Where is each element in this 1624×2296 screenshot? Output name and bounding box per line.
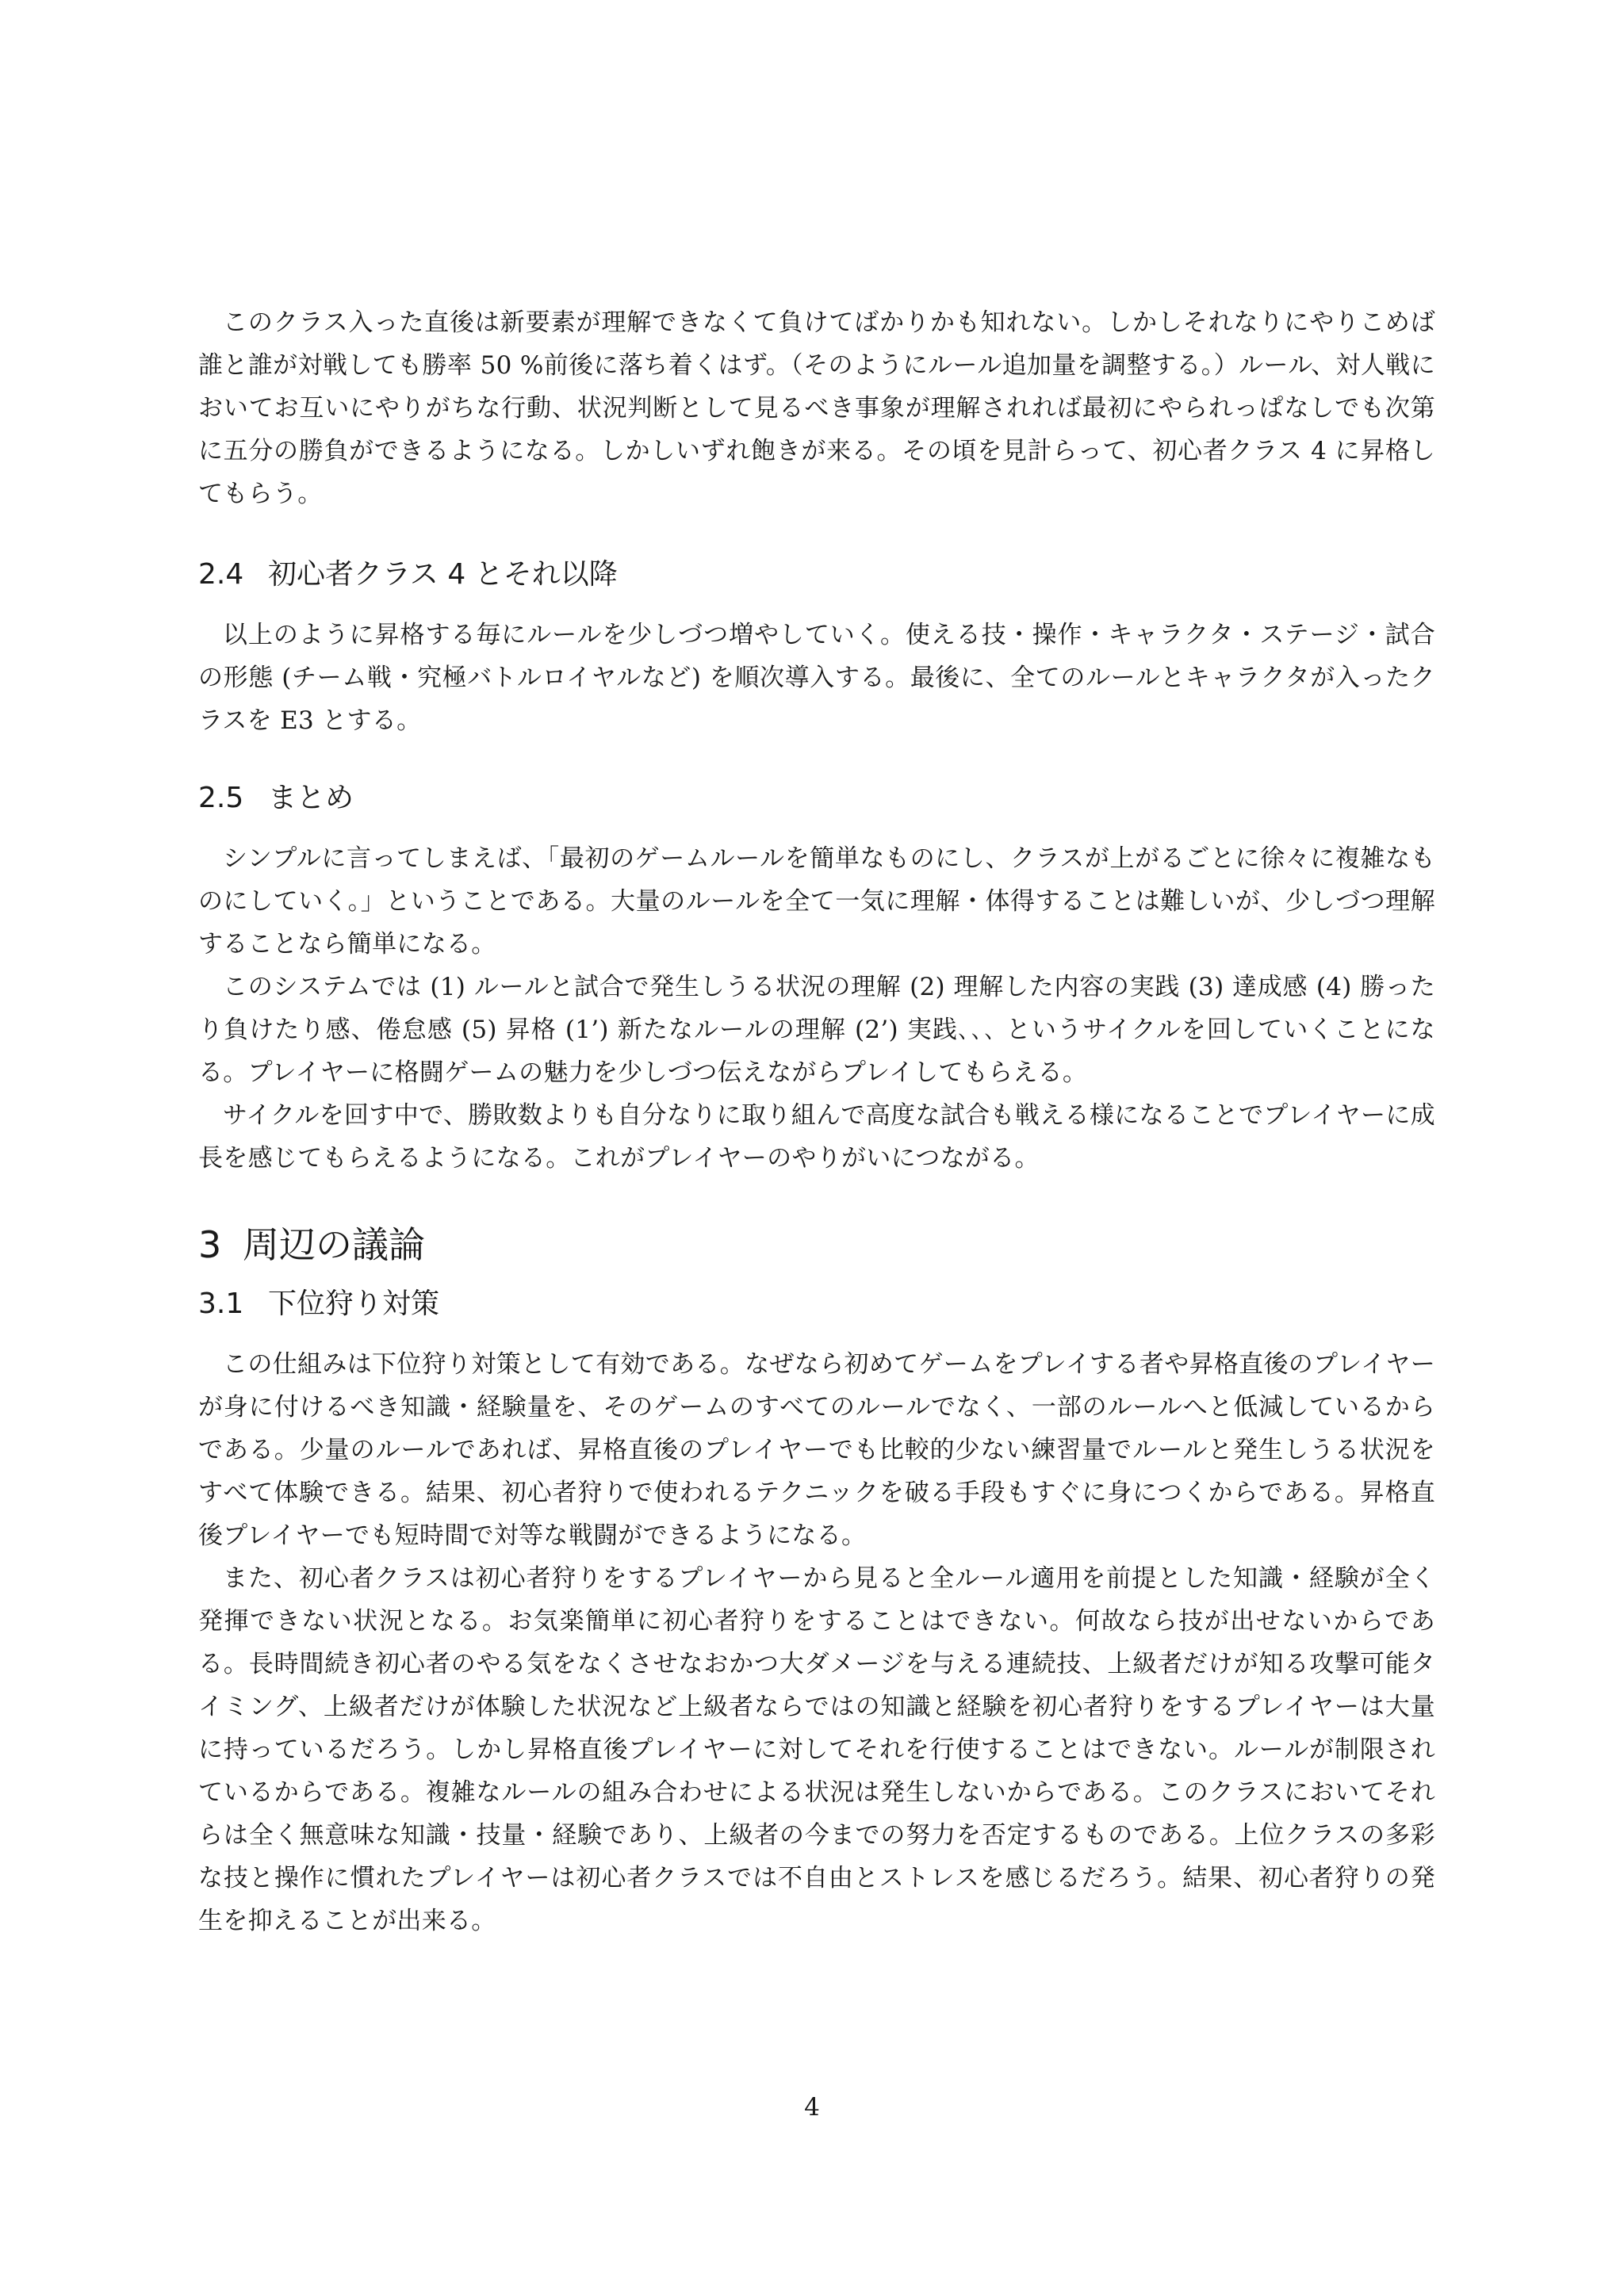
section-number: 3.1 — [198, 1288, 244, 1320]
section-title: 初心者クラス 4 とそれ以降 — [268, 558, 618, 591]
section-number: 2.4 — [198, 558, 244, 591]
section-2-4-paragraph: 以上のように昇格する毎にルールを少しづつ増やしていく。使える技・操作・キャラクタ・ステージ・試合の形態 (チーム戦・究極バトルロイヤルなど) を順次導入する。最後に、全てのルールとキャラクタが入ったクラスを E3 とする。 — [198, 621, 1435, 735]
intro-paragraph: このクラス入った直後は新要素が理解できなくて負けてばかりかも知れない。しかしそれなりにやりこめば誰と誰が対戦しても勝率 50 %前後に落ち着くはず。（そのようにルール追加量を調整する。）ルール、対人戦においてお互いにやりがちな行動、状況判断として見るべき事象が理解されれば最初にやられっぱなしでも次第に五分の勝負ができるようになる。しかしいずれ飽きが来る。その頃を見計らって、初心者クラス 4 に昇格してもらう。 — [198, 308, 1435, 508]
section-number: 2.5 — [198, 782, 244, 814]
section-3-1-paragraph: この仕組みは下位狩り対策として有効である。なぜなら初めてゲームをプレイする者や昇格直後のプレイヤーが身に付けるべき知識・経験量を、そのゲームのすべてのルールでなく、一部のルールへと低減しているからである。少量のルールであれば、昇格直後のプレイヤーでも比較的少ない練習量でルールと発生しうる状況をすべて体験できる。結果、初心者狩りで使われるテクニックを破る手段もすぐに身につくからである。昇格直後プレイヤーでも短時間で対等な戦闘ができるようになる。 — [198, 1350, 1435, 1550]
section-heading-2-5 — [198, 780, 1435, 817]
section-heading-2-4 — [198, 557, 1435, 593]
section-2-5-paragraph: このシステムでは (1) ルールと試合で発生しうる状況の理解 (2) 理解した内容の実践 (3) 達成感 (4) 勝ったり負けたり感、倦怠感 (5) 昇格 (1’) 新たなルールの理解 (2’) 実践､､､ というサイクルを回していくことになる。プレイヤーに格闘ゲームの魅力を少しづつ伝えながらプレイしてもらえる。 — [198, 973, 1435, 1087]
section-number: 3 — [198, 1223, 222, 1266]
section-2-5-paragraph: サイクルを回す中で、勝敗数よりも自分なりに取り組んで高度な試合も戦える様になることでプレイヤーに成長を感じてもらえるようになる。これがプレイヤーのやりがいにつながる。 — [198, 1101, 1435, 1173]
section-2-5-paragraph: シンプルに言ってしまえば、「最初のゲームルールを簡単なものにし、クラスが上がるごとに徐々に複雑なものにしていく。」ということである。大量のルールを全て一気に理解・体得することは難しいが、少しづつ理解することなら簡単になる。 — [198, 844, 1435, 959]
section-title: 下位狩り対策 — [268, 1288, 440, 1320]
document-body — [198, 301, 1435, 1942]
section-title: 周辺の議論 — [243, 1223, 425, 1266]
section-heading-3-1 — [198, 1286, 1435, 1322]
page-number: 4 — [804, 2093, 820, 2122]
section-heading-3 — [198, 1221, 1435, 1269]
section-3-1-paragraph: また、初心者クラスは初心者狩りをするプレイヤーから見ると全ルール適用を前提とした知識・経験が全く発揮できない状況となる。お気楽簡単に初心者狩りをすることはできない。何故なら技が出せないからである。長時間続き初心者のやる気をなくさせなおかつ大ダメージを与える連続技、上級者だけが知る攻撃可能タイミング、上級者だけが体験した状況など上級者ならではの知識と経験を初心者狩りをするプレイヤーは大量に持っているだろう。しかし昇格直後プレイヤーに対してそれを行使することはできない。ルールが制限されているからである。複雑なルールの組み合わせによる状況は発生しないからである。このクラスにおいてそれらは全く無意味な知識・技量・経験であり、上級者の今までの努力を否定するものである。上位クラスの多彩な技と操作に慣れたプレイヤーは初心者クラスでは不自由とストレスを感じるだろう。結果、初心者狩りの発生を抑えることが出来る。 — [198, 1564, 1435, 1935]
section-title: まとめ — [268, 782, 354, 814]
